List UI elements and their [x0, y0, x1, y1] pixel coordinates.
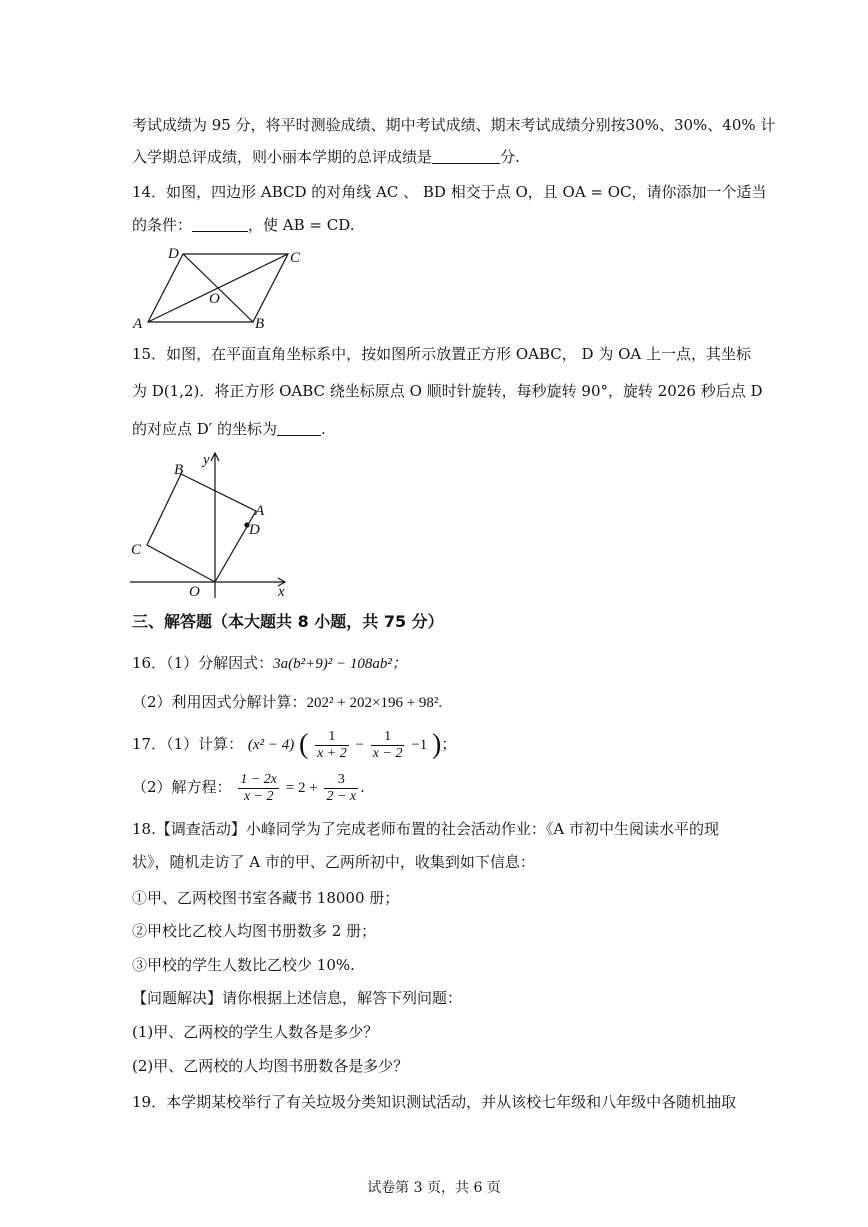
equals-two-plus: = 2 + [285, 780, 318, 796]
q13-line-2 [132, 147, 520, 167]
q19-line-1: 19．本学期某校举行了有关垃圾分类知识测试活动，并从该校七年级和八年级中各随机抽取 [132, 1093, 737, 1111]
q15-figure-coordinate [128, 448, 298, 600]
fraction-4 [324, 772, 358, 805]
q17-label-2: （2）解方程： [132, 778, 232, 796]
label-A: A [133, 316, 143, 332]
q13-line-1: 考试成绩为 95 分，将平时测验成绩、期中考试成绩、期末考试成绩分别按30%、30%、40% 计 [132, 116, 776, 134]
label-B: B [174, 462, 184, 478]
fraction-1 [315, 729, 349, 762]
fraction-3-num: 1 − 2x [240, 771, 277, 787]
q18-task: 【问题解决】请你根据上述信息，解答下列问题： [132, 989, 463, 1007]
paren-close: ) [432, 729, 442, 760]
label-x: x [278, 584, 285, 600]
q17-factor: (x² − 4) [247, 737, 295, 753]
label-C: C [290, 250, 301, 266]
fraction-3 [238, 772, 279, 805]
fraction-1-num: 1 [315, 729, 349, 746]
q15-text-end: . [320, 420, 326, 438]
page-footer: 试卷第 3 页，共 6 页 [367, 1180, 501, 1196]
q17-part-2 [132, 768, 365, 807]
q16-expr-1: 3a(b²+9)² − 108ab²； [273, 656, 407, 672]
q18-question-1: (1)甲、乙两校的学生人数各是多少？ [132, 1023, 379, 1041]
q15-text: 的对应点 D′ 的坐标为 [132, 420, 277, 438]
fraction-4-num: 3 [324, 772, 358, 789]
q14-line-1: 14．如图，四边形 ABCD 的对角线 AC 、 BD 相交于点 O，且 OA = OC，请你添加一个适当 [132, 183, 767, 201]
q16-part-2 [132, 692, 442, 713]
fraction-2-den: x − 2 [372, 745, 403, 761]
fraction-1-den: x + 2 [317, 745, 347, 761]
q13-unit: 分. [500, 148, 520, 166]
answer-blank [192, 217, 248, 232]
label-O: O [209, 291, 220, 307]
q14-text-end: ，使 AB = CD. [248, 216, 355, 234]
q16-expr-2: 202² + 202×196 + 98². [306, 695, 443, 711]
fraction-2 [371, 729, 405, 762]
q17-label-1: 17．（1）计算： [132, 735, 244, 753]
q16-part-1 [132, 653, 407, 674]
q16-label-2: （2）利用因式分解计算： [132, 693, 307, 711]
q16-label-1: 16．（1）分解因式： [132, 654, 274, 672]
label-A: A [255, 503, 265, 519]
q17-end-1: ； [441, 735, 457, 753]
q18-line-2: 状》，随机走访了 A 市的甲、乙两所初中，收集到如下信息： [132, 853, 535, 871]
fraction-2-num: 1 [371, 729, 405, 746]
q14-figure-parallelogram [128, 244, 318, 334]
q15-line-1: 15．如图，在平面直角坐标系中，按如图所示放置正方形 OABC， D 为 OA 上一点，其坐标 [132, 345, 751, 363]
label-y: y [203, 452, 210, 468]
q17-end-2: . [360, 778, 365, 796]
q13-text: 入学期总评成绩，则小丽本学期的总评成绩是 [132, 148, 433, 166]
q18-line-1: 18.【调查活动】小峰同学为了完成老师布置的社会活动作业：《A 市初中生阅读水平的现 [132, 820, 719, 838]
minus-one: −1 [411, 737, 428, 753]
fraction-4-den: 2 − x [326, 788, 357, 804]
answer-blank [277, 421, 321, 436]
label-O: O [189, 584, 200, 600]
paren-open: ( [298, 729, 309, 760]
q18-info-3: ③甲校的学生人数比乙校少 10%. [132, 956, 355, 974]
fraction-3-den: x − 2 [243, 788, 274, 804]
q15-line-3 [132, 419, 326, 439]
q15-line-2: 为 D(1,2)．将正方形 OABC 绕坐标原点 O 顺时针旋转，每秒旋转 90°，旋转 2026 秒后点 D [132, 382, 763, 400]
minus-sign: − [355, 737, 365, 753]
q14-text: 的条件： [132, 216, 193, 234]
label-D: D [249, 522, 260, 538]
answer-blank [432, 149, 500, 164]
q14-line-2 [132, 215, 354, 235]
label-B: B [255, 316, 265, 332]
label-D: D [168, 246, 179, 262]
label-C: C [131, 542, 142, 558]
q18-question-2: (2)甲、乙两校的人均图书册数各是多少？ [132, 1057, 409, 1075]
q18-info-1: ①甲、乙两校图书室各藏书 18000 册； [132, 889, 400, 907]
q18-info-2: ②甲校比乙校人均图书册数多 2 册； [132, 922, 377, 940]
section-heading: 三、解答题（本大题共 8 小题，共 75 分） [132, 612, 444, 631]
q17-part-1 [132, 725, 456, 764]
